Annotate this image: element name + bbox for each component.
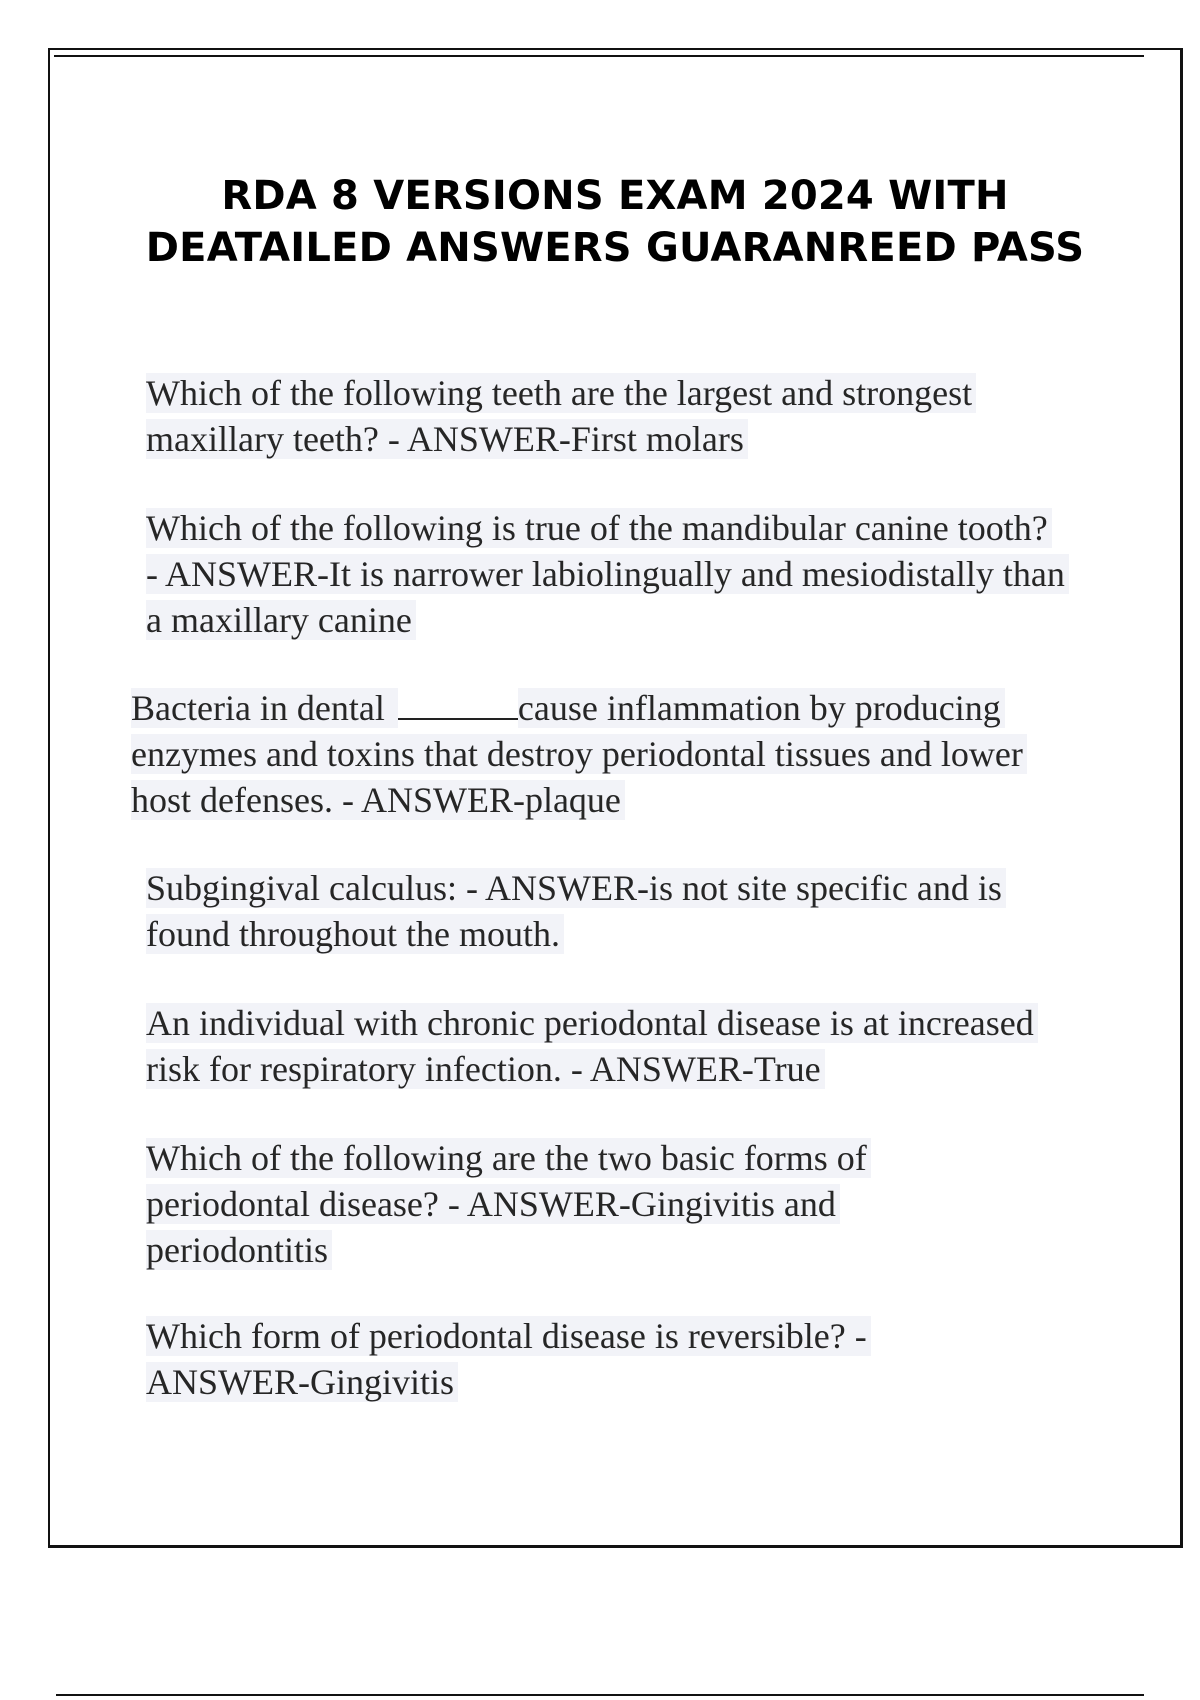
qa-item-text-before-blank: Bacteria in dental <box>131 688 398 728</box>
qa-item-3 <box>131 685 1051 823</box>
qa-item-text: Which form of periodontal disease is reversible? - ANSWER-Gingivitis <box>146 1316 871 1402</box>
qa-item-text: Which of the following are the two basic forms of periodontal disease? - ANSWER-Gingivitis and periodontitis <box>146 1138 871 1270</box>
qa-item-text: Which of the following is true of the mandibular canine tooth? - ANSWER-It is narrower labiolingually and mesiodistally than a maxillary canine <box>146 508 1069 640</box>
qa-item-7 <box>146 1313 996 1405</box>
qa-item-1 <box>146 370 1016 462</box>
qa-item-text: Which of the following teeth are the largest and strongest maxillary teeth? - ANSWER-First molars <box>146 373 976 459</box>
qa-item-5 <box>146 1000 1091 1092</box>
document-title <box>130 170 1100 274</box>
qa-item-2 <box>146 505 1066 643</box>
qa-item-4 <box>146 865 1091 957</box>
document-title-line-2: DEATAILED ANSWERS GUARANREED PASS <box>145 225 1085 271</box>
qa-item-6 <box>146 1135 996 1273</box>
fill-in-blank-line <box>398 686 518 720</box>
qa-item-text-after-blank: cause inflammation by producing enzymes and toxins that destroy periodontal tissues and lower host defenses. - ANSWER-plaque <box>131 688 1027 820</box>
document-title-line-1: RDA 8 VERSIONS EXAM 2024 WITH <box>221 173 1009 219</box>
qa-item-text: An individual with chronic periodontal disease is at increased risk for respiratory infection. - ANSWER-True <box>146 1003 1038 1089</box>
qa-item-text: Subgingival calculus: - ANSWER-is not site specific and is found throughout the mouth. <box>146 868 1006 954</box>
bottom-divider-line <box>56 1694 1144 1696</box>
